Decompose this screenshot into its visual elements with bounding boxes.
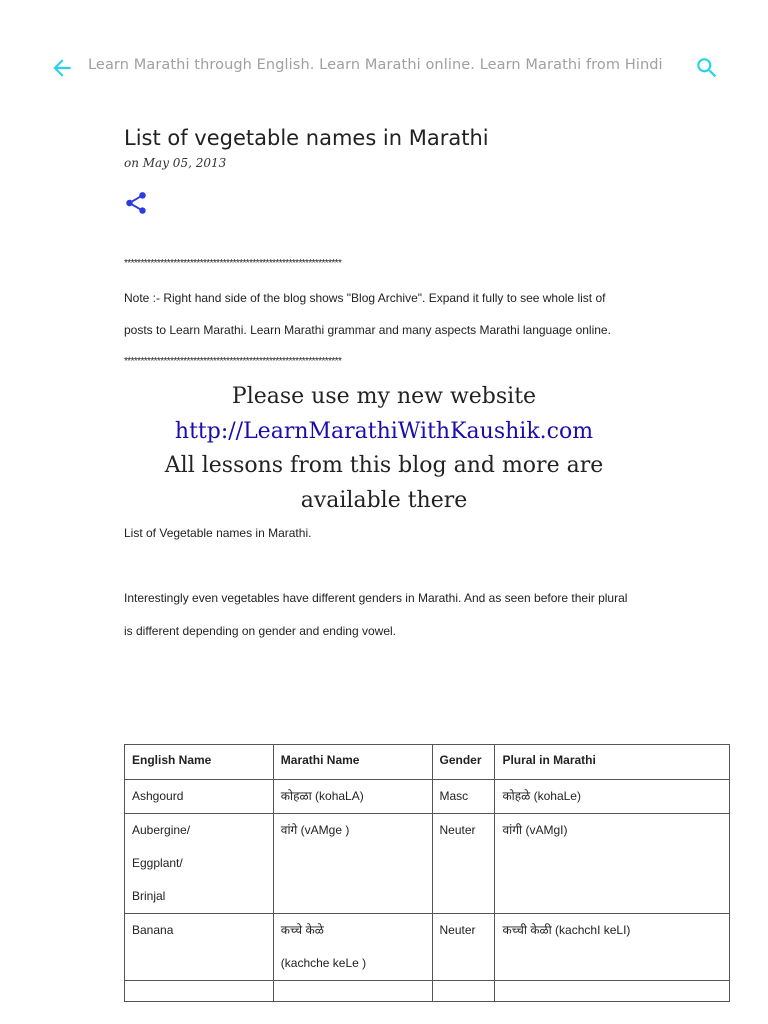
header-english-name: English Name	[125, 745, 274, 780]
post-date: on May 05, 2013	[124, 156, 227, 170]
cell-text: वांगे (vAMge )	[280, 823, 350, 837]
cell-text: वांगी (vAMgI)	[502, 823, 568, 837]
cell-marathi	[273, 780, 432, 814]
cell-plural	[495, 981, 730, 1002]
cell-text: कोहळे (kohaLe)	[502, 789, 581, 803]
note-line-1: Note :- Right hand side of the blog shows "Blog Archive". Expand it fully to see whole list of	[124, 291, 606, 305]
table-header-row	[125, 745, 730, 780]
top-bar	[0, 0, 768, 134]
cell-text: Aubergine/	[132, 823, 191, 837]
cell-plural	[495, 814, 730, 914]
cell-text: कच्चे केळे	[280, 923, 324, 937]
separator-stars-bottom: ******************************************************************	[124, 356, 342, 367]
note-line-2: posts to Learn Marathi. Learn Marathi grammar and many aspects Marathi language online.	[124, 323, 611, 337]
cell-english	[125, 814, 274, 914]
gender-text-line-2: is different depending on gender and ending vowel.	[124, 624, 396, 638]
cell-text: (kachche keLe )	[280, 956, 367, 970]
cell-plural	[495, 914, 730, 981]
header-marathi-name: Marathi Name	[273, 745, 432, 780]
table-row	[125, 981, 730, 1002]
vegetable-table	[124, 744, 730, 1002]
header-plural: Plural in Marathi	[495, 745, 730, 780]
table-row	[125, 814, 730, 914]
cell-english	[125, 780, 274, 814]
cell-plural	[495, 780, 730, 814]
cell-text: Eggplant/	[132, 856, 183, 870]
share-button[interactable]	[123, 190, 149, 216]
share-icon	[123, 190, 149, 216]
table-row	[125, 780, 730, 814]
cell-text: Banana	[132, 923, 174, 937]
cell-marathi	[273, 914, 432, 981]
cell-marathi	[273, 981, 432, 1002]
banner-line-1: Please use my new website	[231, 384, 537, 409]
new-website-banner	[124, 380, 644, 518]
blog-title-link[interactable]: Learn Marathi through English. Learn Marathi online. Learn Marathi from Hindi	[88, 57, 663, 73]
cell-marathi	[273, 814, 432, 914]
back-button[interactable]	[49, 55, 75, 81]
cell-gender: Neuter	[432, 914, 495, 981]
table-row	[125, 914, 730, 981]
cell-english	[125, 981, 274, 1002]
banner-line-3: available there	[300, 487, 468, 513]
cell-text: कच्ची केळी (kachchI keLI)	[502, 923, 631, 937]
website-link[interactable]: http://LearnMarathiWithKaushik.com	[174, 418, 594, 444]
search-icon	[694, 55, 720, 81]
post-title: List of vegetable names in Marathi	[124, 126, 489, 150]
cell-gender	[432, 981, 495, 1002]
search-button[interactable]	[694, 55, 720, 81]
cell-english	[125, 914, 274, 981]
gender-text-line-1: Interestingly even vegetables have different genders in Marathi. And as seen before their plural	[124, 591, 628, 605]
cell-gender: Neuter	[432, 814, 495, 914]
cell-text: कोहळा (kohaLA)	[280, 789, 364, 803]
intro-text: List of Vegetable names in Marathi.	[124, 526, 312, 540]
header-gender: Gender	[432, 745, 495, 780]
banner-line-2: All lessons from this blog and more are	[164, 453, 604, 478]
cell-text: Ashgourd	[132, 789, 184, 803]
cell-gender: Masc	[432, 780, 495, 814]
separator-stars-top: ******************************************************************	[124, 258, 342, 269]
cell-text: Brinjal	[132, 889, 166, 903]
arrow-left-icon	[49, 55, 75, 81]
